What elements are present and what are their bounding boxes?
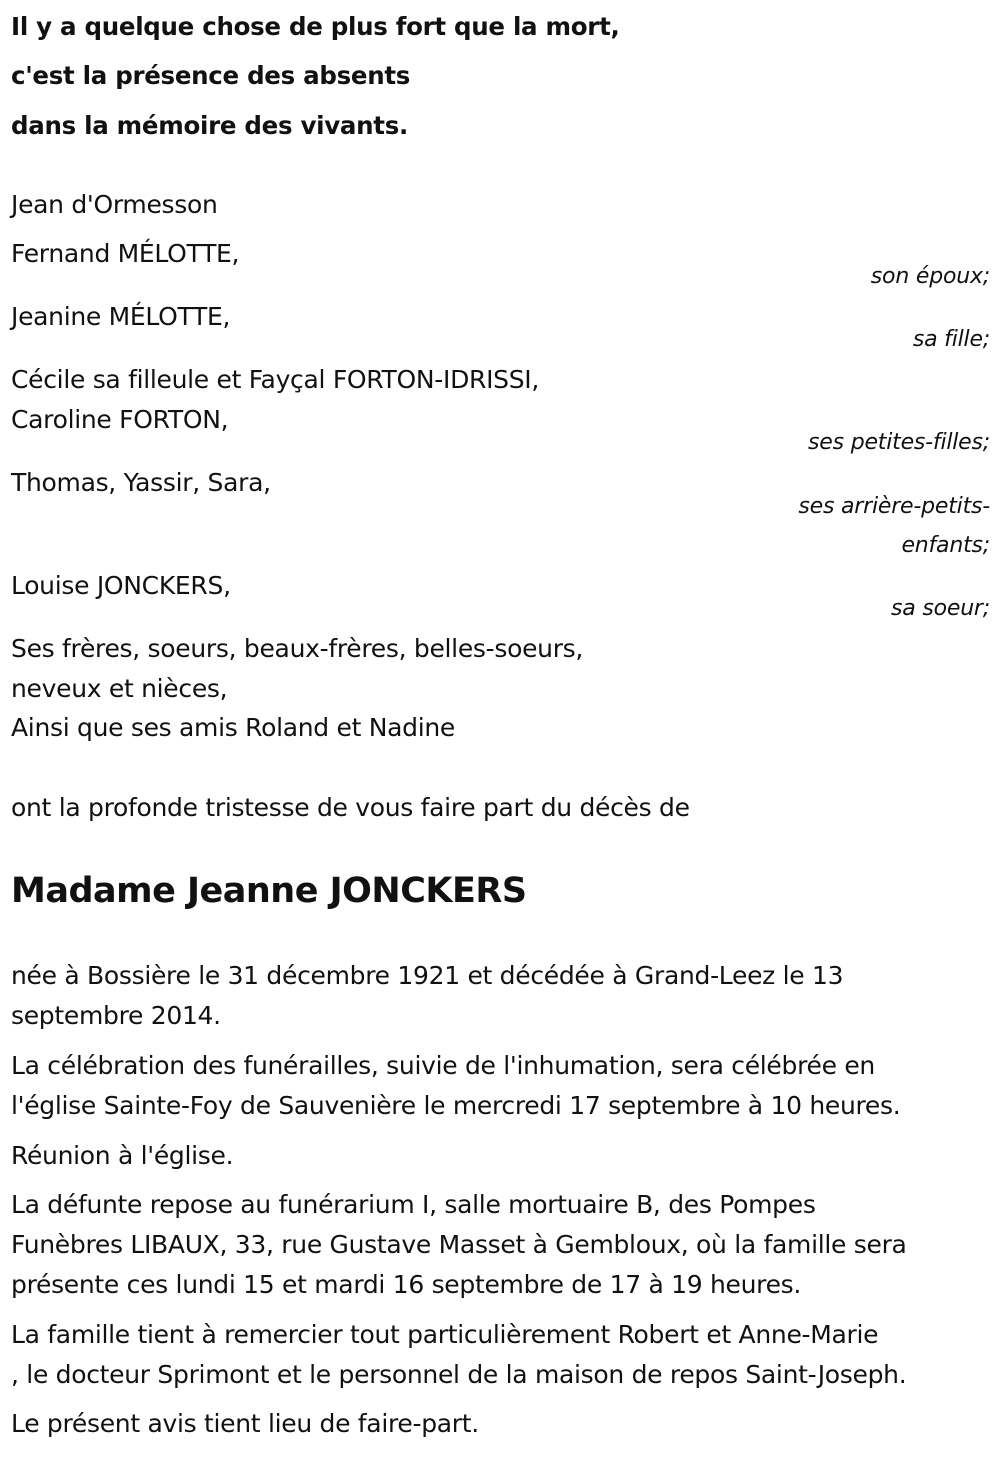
deceased-name: Madame Jeanne JONCKERS xyxy=(11,871,527,911)
family-granddaughters-name-1: Cécile sa filleule et Fayçal FORTON-IDRISSI, xyxy=(11,365,540,394)
quote-line-1: Il y a quelque chose de plus fort que la mort, xyxy=(11,12,620,41)
quote-author: Jean d'Ormesson xyxy=(11,190,218,219)
family-great-grandchildren-relation-2: enfants; xyxy=(901,533,990,558)
family-spouse-name: Fernand MÉLOTTE, xyxy=(11,239,240,268)
family-granddaughters-name-2: Caroline FORTON, xyxy=(11,405,229,434)
funeral-home-line-2: Funèbres LIBAUX, 33, rue Gustave Masset à Gembloux, où la famille sera xyxy=(11,1230,907,1259)
ceremony-line-1: La célébration des funérailles, suivie de l'inhumation, sera célébrée en xyxy=(11,1051,875,1080)
funeral-home-line-3: présente ces lundi 15 et mardi 16 septembre de 17 à 19 heures. xyxy=(11,1270,802,1299)
birth-death-line-2: septembre 2014. xyxy=(11,1001,221,1030)
ceremony-line-2: l'église Sainte-Foy de Sauvenière le mercredi 17 septembre à 10 heures. xyxy=(11,1091,901,1120)
others-line-2: neveux et nièces, xyxy=(11,674,228,703)
notice-text: Le présent avis tient lieu de faire-part. xyxy=(11,1409,479,1438)
family-sister-name: Louise JONCKERS, xyxy=(11,571,231,600)
quote-line-3: dans la mémoire des vivants. xyxy=(11,111,408,140)
family-daughter-name: Jeanine MÉLOTTE, xyxy=(11,302,231,331)
others-line-3: Ainsi que ses amis Roland et Nadine xyxy=(11,713,455,742)
family-daughter-relation: sa fille; xyxy=(912,327,990,352)
family-great-grandchildren-names: Thomas, Yassir, Sara, xyxy=(11,468,271,497)
family-granddaughters-relation: ses petites-filles; xyxy=(808,430,990,455)
family-sister-relation: sa soeur; xyxy=(891,596,990,621)
meeting-text: Réunion à l'église. xyxy=(11,1141,234,1170)
birth-death-line-1: née à Bossière le 31 décembre 1921 et décédée à Grand-Leez le 13 xyxy=(11,961,844,990)
funeral-home-line-1: La défunte repose au funérarium I, salle mortuaire B, des Pompes xyxy=(11,1190,816,1219)
announcement-text: ont la profonde tristesse de vous faire part du décès de xyxy=(11,793,690,822)
quote-line-2: c'est la présence des absents xyxy=(11,61,411,90)
family-spouse-relation: son époux; xyxy=(870,264,990,289)
thanks-line-1: La famille tient à remercier tout particulièrement Robert et Anne-Marie xyxy=(11,1320,879,1349)
thanks-line-2: , le docteur Sprimont et le personnel de la maison de repos Saint-Joseph. xyxy=(11,1360,907,1389)
others-line-1: Ses frères, soeurs, beaux-frères, belles-soeurs, xyxy=(11,634,584,663)
family-great-grandchildren-relation-1: ses arrière-petits- xyxy=(798,494,990,519)
